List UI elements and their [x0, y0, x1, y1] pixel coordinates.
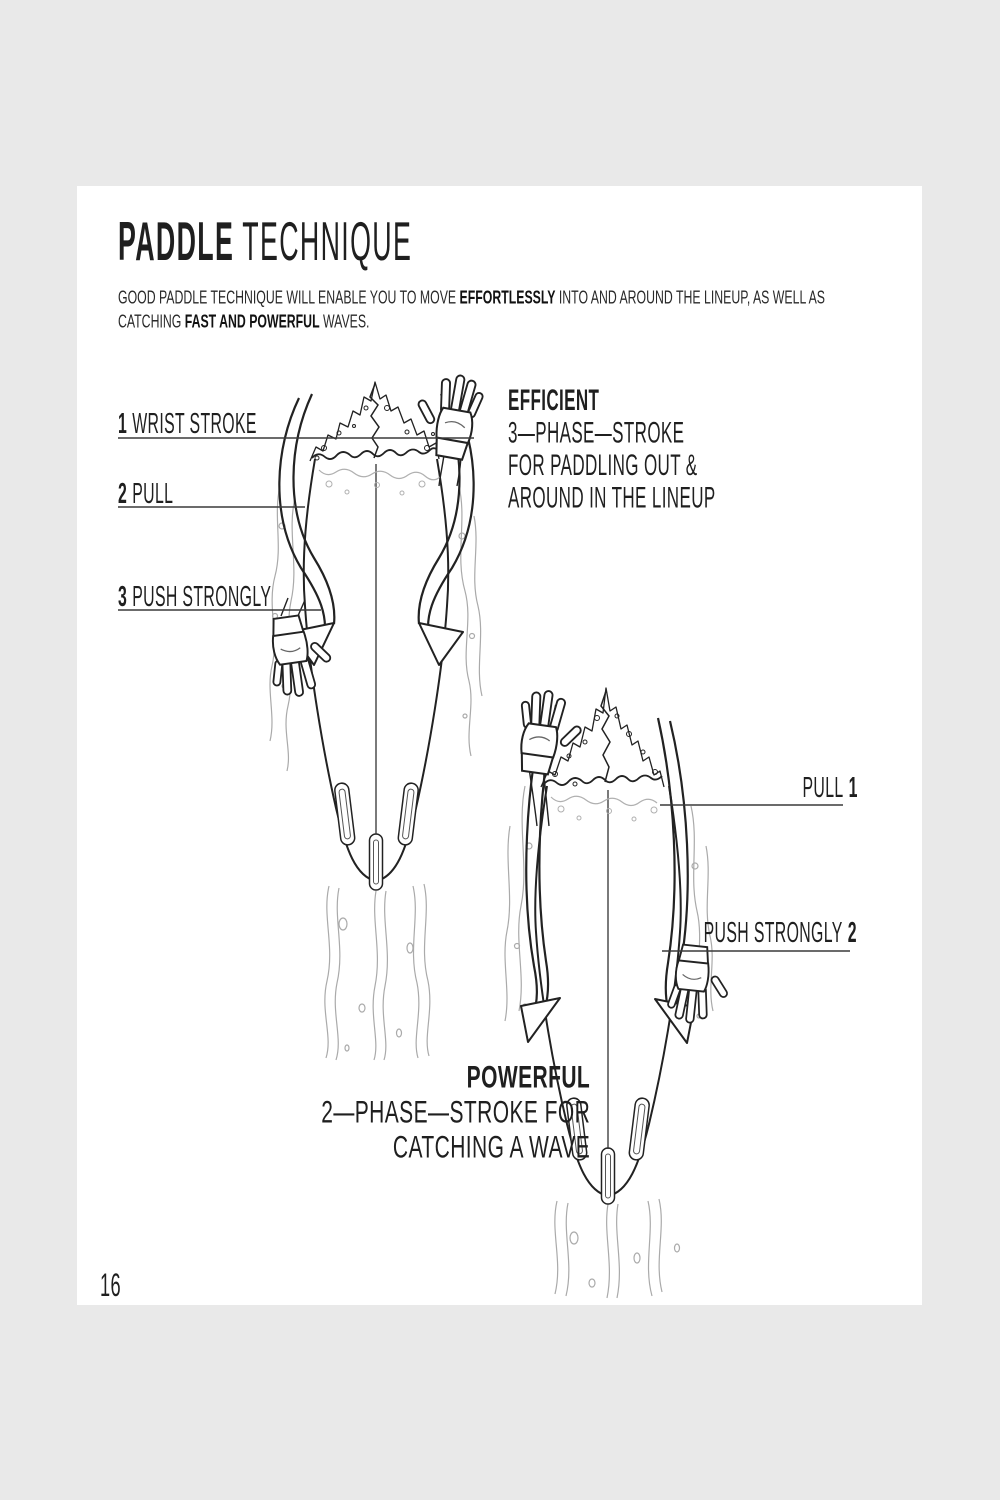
- intro-line-2: [118, 310, 825, 334]
- label-text: PUSH STRONGLY: [703, 916, 843, 949]
- label-push-strongly: [118, 580, 271, 614]
- intro-line-1: [118, 286, 825, 310]
- page-number: 16: [100, 1266, 121, 1304]
- caption-line: FOR PADDLING OUT &: [508, 447, 698, 482]
- left-water-trail: [325, 884, 430, 1060]
- label-number: 2: [118, 477, 128, 510]
- label-text: PULL: [802, 771, 844, 804]
- label-text: WRIST STROKE: [132, 407, 257, 440]
- efficient-caption: [508, 384, 716, 514]
- label-wrist-stroke: [118, 407, 257, 441]
- center-fin-icon: [370, 834, 383, 890]
- center-fin-icon: [602, 1148, 615, 1204]
- caption-line: CATCHING A WAVE: [392, 1130, 590, 1165]
- book-page: [77, 186, 922, 1305]
- intro-text: WAVES.: [319, 311, 370, 333]
- intro-bold-text: EFFORTLESSLY: [459, 287, 556, 309]
- page-title-bold: PADDLE: [118, 212, 235, 273]
- powerful-caption: [321, 1060, 590, 1165]
- label-pull: [118, 477, 173, 511]
- label-text: PUSH STRONGLY: [132, 580, 272, 613]
- page-title: [118, 212, 412, 274]
- right-water-trail: [555, 1199, 680, 1298]
- label-number: 1: [848, 771, 858, 804]
- intro-text: INTO AND AROUND THE LINEUP, AS WELL AS: [555, 287, 825, 309]
- caption-line: 2—PHASE—STROKE FOR: [321, 1095, 590, 1130]
- page-title-regular: TECHNIQUE: [242, 212, 413, 273]
- caption-bold-line: POWERFUL: [466, 1060, 590, 1095]
- intro-text: CATCHING: [118, 311, 185, 333]
- caption-line: AROUND IN THE LINEUP: [508, 480, 716, 514]
- label-number: 1: [118, 407, 128, 440]
- label-push-strongly-2: [704, 916, 857, 950]
- label-number: 2: [847, 916, 857, 949]
- left-surfboard-diagram: [264, 369, 486, 1060]
- intro-paragraph: [118, 286, 825, 334]
- right-surfboard-diagram: [505, 687, 733, 1298]
- label-number: 3: [118, 580, 128, 613]
- caption-line: 3—PHASE—STROKE: [508, 415, 685, 449]
- label-pull-1: [803, 771, 858, 805]
- intro-bold-text: FAST AND POWERFUL: [184, 311, 320, 333]
- callout-lines: [118, 438, 850, 951]
- caption-bold-line: EFFICIENT: [508, 382, 600, 417]
- label-text: PULL: [132, 477, 174, 510]
- intro-text: GOOD PADDLE TECHNIQUE WILL ENABLE YOU TO MOVE: [118, 287, 460, 309]
